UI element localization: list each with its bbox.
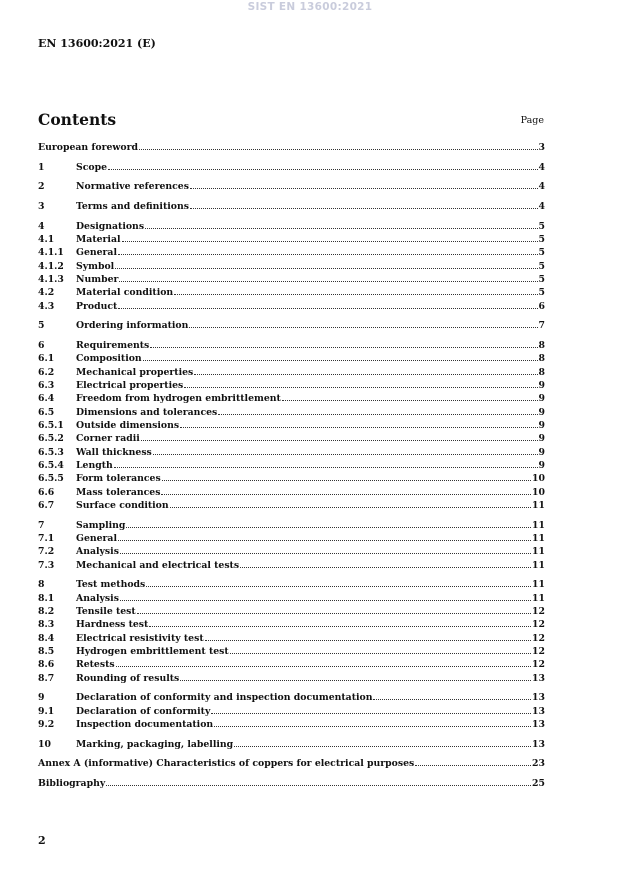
toc-entry[interactable] [38, 286, 545, 299]
toc-entry-title: General [76, 533, 117, 545]
toc-entry-number: 6.5.1 [38, 419, 64, 431]
toc-dot-leader [189, 326, 537, 328]
toc-entry[interactable] [38, 532, 545, 545]
toc-entry[interactable] [38, 200, 545, 213]
toc-entry-page: 12 [532, 646, 545, 658]
toc-entry-number: 4.2 [38, 287, 55, 299]
toc-dot-leader [234, 745, 531, 747]
toc-entry-page: 23 [532, 758, 545, 770]
toc-entry[interactable] [38, 645, 545, 658]
toc-entry-number: 2 [38, 181, 45, 193]
toc-dot-leader [190, 187, 538, 189]
toc-entry-number: 6.5.5 [38, 473, 64, 485]
toc-dot-leader [153, 453, 538, 455]
toc-entry-title: General [76, 247, 117, 259]
toc-entry-number: 6.7 [38, 500, 55, 512]
toc-entry-page: 9 [538, 419, 545, 431]
toc-entry[interactable] [38, 592, 545, 605]
toc-entry-title: Analysis [76, 592, 119, 604]
toc-entry-page: 4 [538, 181, 545, 193]
toc-entry[interactable] [38, 658, 545, 671]
toc-entry-page: 10 [532, 473, 545, 485]
toc-dot-leader [161, 493, 531, 495]
toc-entry-page: 11 [532, 559, 545, 571]
toc-entry[interactable] [38, 180, 545, 193]
toc-entry[interactable] [38, 419, 545, 432]
toc-entry-page: 9 [538, 446, 545, 458]
toc-dot-leader [205, 639, 531, 641]
toc-entry[interactable] [38, 718, 545, 731]
toc-entry-page: 5 [538, 247, 545, 259]
toc-dot-leader [120, 552, 531, 554]
toc-entry-number: 8.5 [38, 646, 55, 658]
toc-entry[interactable] [38, 559, 545, 572]
toc-dot-leader [119, 280, 537, 282]
toc-entry-title: Tensile test [76, 606, 136, 618]
toc-entry[interactable] [38, 738, 545, 751]
toc-entry-page: 12 [532, 659, 545, 671]
toc-entry-page: 11 [532, 519, 545, 531]
toc-entry[interactable] [38, 618, 545, 631]
toc-dot-leader [184, 386, 537, 388]
toc-entry[interactable] [38, 486, 545, 499]
toc-entry-title: Surface condition [76, 500, 169, 512]
toc-dot-leader [180, 426, 537, 428]
toc-entry-page: 8 [538, 339, 545, 351]
toc-dot-leader [120, 599, 531, 601]
toc-entry-number: 6.5.2 [38, 433, 64, 445]
toc-dot-leader [190, 207, 538, 209]
toc-entry-title: Outside dimensions [76, 419, 180, 431]
toc-entry-title: Material [76, 233, 121, 245]
toc-entry-number: 9.2 [38, 719, 55, 731]
toc-entry-number: 6.2 [38, 366, 55, 378]
toc-entry[interactable] [38, 672, 545, 685]
toc-entry[interactable] [38, 446, 545, 459]
toc-dot-leader [141, 439, 538, 441]
toc-entry-page: 12 [532, 632, 545, 644]
toc-entry-title: Symbol [76, 260, 115, 272]
toc-entry-title: Requirements [76, 339, 150, 351]
toc-dot-leader [145, 227, 537, 229]
contents-heading: Contents [38, 110, 117, 129]
toc-entry[interactable] [38, 578, 545, 591]
toc-entry-number: 4 [38, 220, 45, 232]
toc-entry-page: 13 [532, 705, 545, 717]
toc-dot-leader [180, 679, 531, 681]
toc-entry[interactable] [38, 339, 545, 352]
toc-entry-title: Rounding of results [76, 672, 180, 684]
toc-dot-leader [211, 712, 531, 714]
toc-entry-title: Hardness test [76, 619, 149, 631]
toc-entry-title: Length [76, 460, 113, 471]
toc-entry-title: Annex A (informative) Characteristics of coppers for electrical purposes [38, 758, 415, 770]
toc-entry-page: 9 [538, 379, 545, 391]
toc-entry-page: 12 [532, 606, 545, 618]
toc-entry-number: 1 [38, 161, 45, 173]
toc-entry[interactable] [38, 366, 545, 379]
toc-entry-number: 3 [38, 200, 45, 212]
toc-entry-page: 13 [532, 692, 545, 704]
toc-entry[interactable] [38, 141, 545, 154]
toc-entry[interactable] [38, 260, 545, 273]
toc-entry-title: Terms and definitions [76, 200, 189, 212]
toc-entry[interactable] [38, 246, 545, 259]
toc-entry-number: 4.1.2 [38, 260, 64, 272]
toc-entry-number: 8.6 [38, 659, 55, 671]
toc-entry-title: European foreword [38, 142, 138, 153]
toc-dot-leader [118, 253, 538, 255]
toc-entry-page: 11 [532, 546, 545, 558]
toc-entry-page: 12 [532, 619, 545, 631]
toc-dot-leader [230, 652, 531, 654]
toc-dot-leader [149, 625, 531, 627]
toc-dot-leader [106, 784, 531, 786]
toc-entry-number: 4.1.3 [38, 273, 64, 285]
toc-entry-number: 8.1 [38, 592, 55, 604]
page-column-label: Page [520, 115, 544, 126]
toc-entry-page: 9 [538, 460, 545, 471]
toc-dot-leader [170, 506, 531, 508]
toc-entry[interactable] [38, 233, 545, 246]
toc-entry-page: 11 [532, 579, 545, 591]
toc-entry-title: Normative references [76, 181, 189, 193]
toc-entry-page: 9 [538, 433, 545, 445]
toc-entry-title: Scope [76, 161, 107, 173]
toc-entry-number: 8.2 [38, 606, 55, 618]
toc-entry[interactable] [38, 777, 545, 790]
toc-entry-page: 5 [538, 260, 545, 272]
toc-entry-title: Designations [76, 220, 145, 232]
toc-dot-leader [137, 612, 531, 614]
toc-entry[interactable] [38, 406, 545, 419]
toc-entry-title: Electrical properties [76, 379, 184, 391]
toc-entry-number: 7.3 [38, 559, 55, 571]
toc-entry-title: Mass tolerances [76, 486, 161, 498]
toc-entry-title: Product [76, 300, 118, 312]
toc-dot-leader [214, 725, 531, 727]
toc-entry[interactable] [38, 705, 545, 718]
toc-entry-page: 5 [538, 273, 545, 285]
toc-entry-page: 13 [532, 672, 545, 684]
toc-dot-leader [108, 168, 538, 170]
toc-entry-page: 7 [538, 320, 545, 332]
toc-dot-leader [116, 665, 531, 667]
toc-entry-page: 25 [532, 778, 545, 789]
toc-entry[interactable] [38, 691, 545, 704]
toc-entry[interactable] [38, 379, 545, 392]
toc-entry[interactable] [38, 220, 545, 233]
toc-entry-title: Marking, packaging, labelling [76, 738, 234, 750]
toc-dot-leader [118, 539, 531, 541]
toc-entry-title: Sampling [76, 519, 126, 531]
toc-dot-leader [122, 240, 538, 242]
footer-page-number: 2 [38, 834, 46, 847]
toc-dot-leader [114, 466, 538, 468]
toc-entry-number: 4.1 [38, 233, 55, 245]
toc-dot-leader [162, 479, 531, 481]
toc-entry-title: Mechanical properties [76, 366, 194, 378]
toc-entry[interactable] [38, 519, 545, 532]
toc-entry[interactable] [38, 161, 545, 174]
toc-entry[interactable] [38, 392, 545, 405]
toc-dot-leader [115, 267, 537, 269]
toc-entry-page: 9 [538, 406, 545, 418]
toc-entry-title: Mechanical and electrical tests [76, 559, 240, 571]
toc-entry-number: 4.3 [38, 300, 55, 312]
toc-dot-leader [282, 399, 538, 401]
toc-entry-title: Number [76, 273, 119, 285]
toc-entry-title: Composition [76, 353, 142, 365]
toc-entry-title: Freedom from hydrogen embrittlement [76, 393, 281, 405]
toc-entry[interactable] [38, 273, 545, 286]
toc-entry-number: 6.1 [38, 353, 55, 365]
toc-entry-page: 9 [538, 393, 545, 405]
toc-entry-number: 8.4 [38, 632, 55, 644]
toc-entry-number: 8.7 [38, 672, 55, 684]
table-of-contents [38, 141, 545, 790]
toc-entry[interactable] [38, 432, 545, 445]
toc-dot-leader [150, 346, 537, 348]
toc-entry-title: Ordering information [76, 320, 189, 332]
toc-entry[interactable] [38, 605, 545, 618]
toc-entry-number: 6.6 [38, 486, 55, 498]
toc-entry[interactable] [38, 300, 545, 313]
toc-entry-page: 11 [532, 533, 545, 545]
watermark: SIST EN 13600:2021 [247, 1, 373, 13]
toc-dot-leader [139, 148, 538, 150]
toc-entry-number: 9 [38, 692, 45, 704]
toc-entry-page: 4 [538, 161, 545, 173]
toc-entry-page: 13 [532, 738, 545, 750]
toc-entry[interactable] [38, 632, 545, 645]
toc-dot-leader [373, 698, 531, 700]
toc-entry-number: 8 [38, 579, 45, 591]
toc-entry[interactable] [38, 459, 545, 472]
toc-entry[interactable] [38, 545, 545, 558]
toc-entry-number: 8.3 [38, 619, 55, 631]
toc-entry-title: Analysis [76, 546, 119, 558]
toc-entry-title: Declaration of conformity [76, 705, 211, 717]
toc-entry-page: 5 [538, 287, 545, 299]
toc-entry-number: 7.1 [38, 533, 55, 545]
toc-entry[interactable] [38, 319, 545, 332]
toc-entry-page: 6 [538, 300, 545, 312]
toc-entry-page: 5 [538, 220, 545, 232]
toc-dot-leader [174, 293, 537, 295]
toc-dot-leader [194, 373, 537, 375]
toc-entry[interactable] [38, 472, 545, 485]
toc-entry-title: Retests [76, 659, 115, 671]
toc-entry-page: 4 [538, 200, 545, 212]
toc-entry-title: Declaration of conformity and inspection documentation [76, 692, 373, 704]
toc-entry-title: Material condition [76, 287, 174, 299]
toc-entry-number: 6.4 [38, 393, 55, 405]
toc-entry-page: 10 [532, 486, 545, 498]
toc-dot-leader [126, 526, 531, 528]
toc-entry-title: Dimensions and tolerances [76, 406, 218, 418]
toc-dot-leader [143, 359, 538, 361]
toc-entry-number: 6.3 [38, 379, 55, 391]
toc-dot-leader [240, 566, 531, 568]
toc-entry[interactable] [38, 499, 545, 512]
toc-entry-number: 6 [38, 339, 45, 351]
toc-dot-leader [415, 764, 531, 766]
toc-entry-title: Electrical resistivity test [76, 632, 204, 644]
toc-entry-title: Corner radii [76, 433, 140, 445]
toc-entry-number: 6.5 [38, 406, 55, 418]
toc-entry-page: 11 [532, 500, 545, 512]
toc-entry[interactable] [38, 757, 545, 770]
toc-entry-page: 3 [538, 142, 545, 153]
toc-entry[interactable] [38, 352, 545, 365]
toc-entry-page: 8 [538, 366, 545, 378]
toc-entry-page: 8 [538, 353, 545, 365]
toc-entry-number: 5 [38, 320, 45, 332]
document-id: EN 13600:2021 (E) [38, 37, 156, 50]
toc-entry-number: 4.1.1 [38, 247, 64, 259]
toc-entry-page: 5 [538, 233, 545, 245]
toc-entry-number: 9.1 [38, 705, 55, 717]
toc-entry-title: Inspection documentation [76, 719, 214, 731]
toc-entry-title: Test methods [76, 579, 146, 591]
toc-entry-page: 13 [532, 719, 545, 731]
toc-entry-number: 7.2 [38, 546, 55, 558]
toc-entry-title: Form tolerances [76, 473, 161, 485]
toc-entry-title: Bibliography [38, 778, 106, 789]
toc-entry-number: 6.5.3 [38, 446, 64, 458]
toc-entry-number: 10 [38, 738, 51, 750]
toc-entry-number: 7 [38, 519, 45, 531]
toc-dot-leader [218, 413, 537, 415]
toc-dot-leader [118, 307, 537, 309]
toc-entry-title: Hydrogen embrittlement test [76, 646, 229, 658]
toc-entry-page: 11 [532, 592, 545, 604]
toc-dot-leader [146, 585, 531, 587]
toc-entry-number: 6.5.4 [38, 460, 64, 471]
toc-entry-title: Wall thickness [76, 446, 152, 458]
